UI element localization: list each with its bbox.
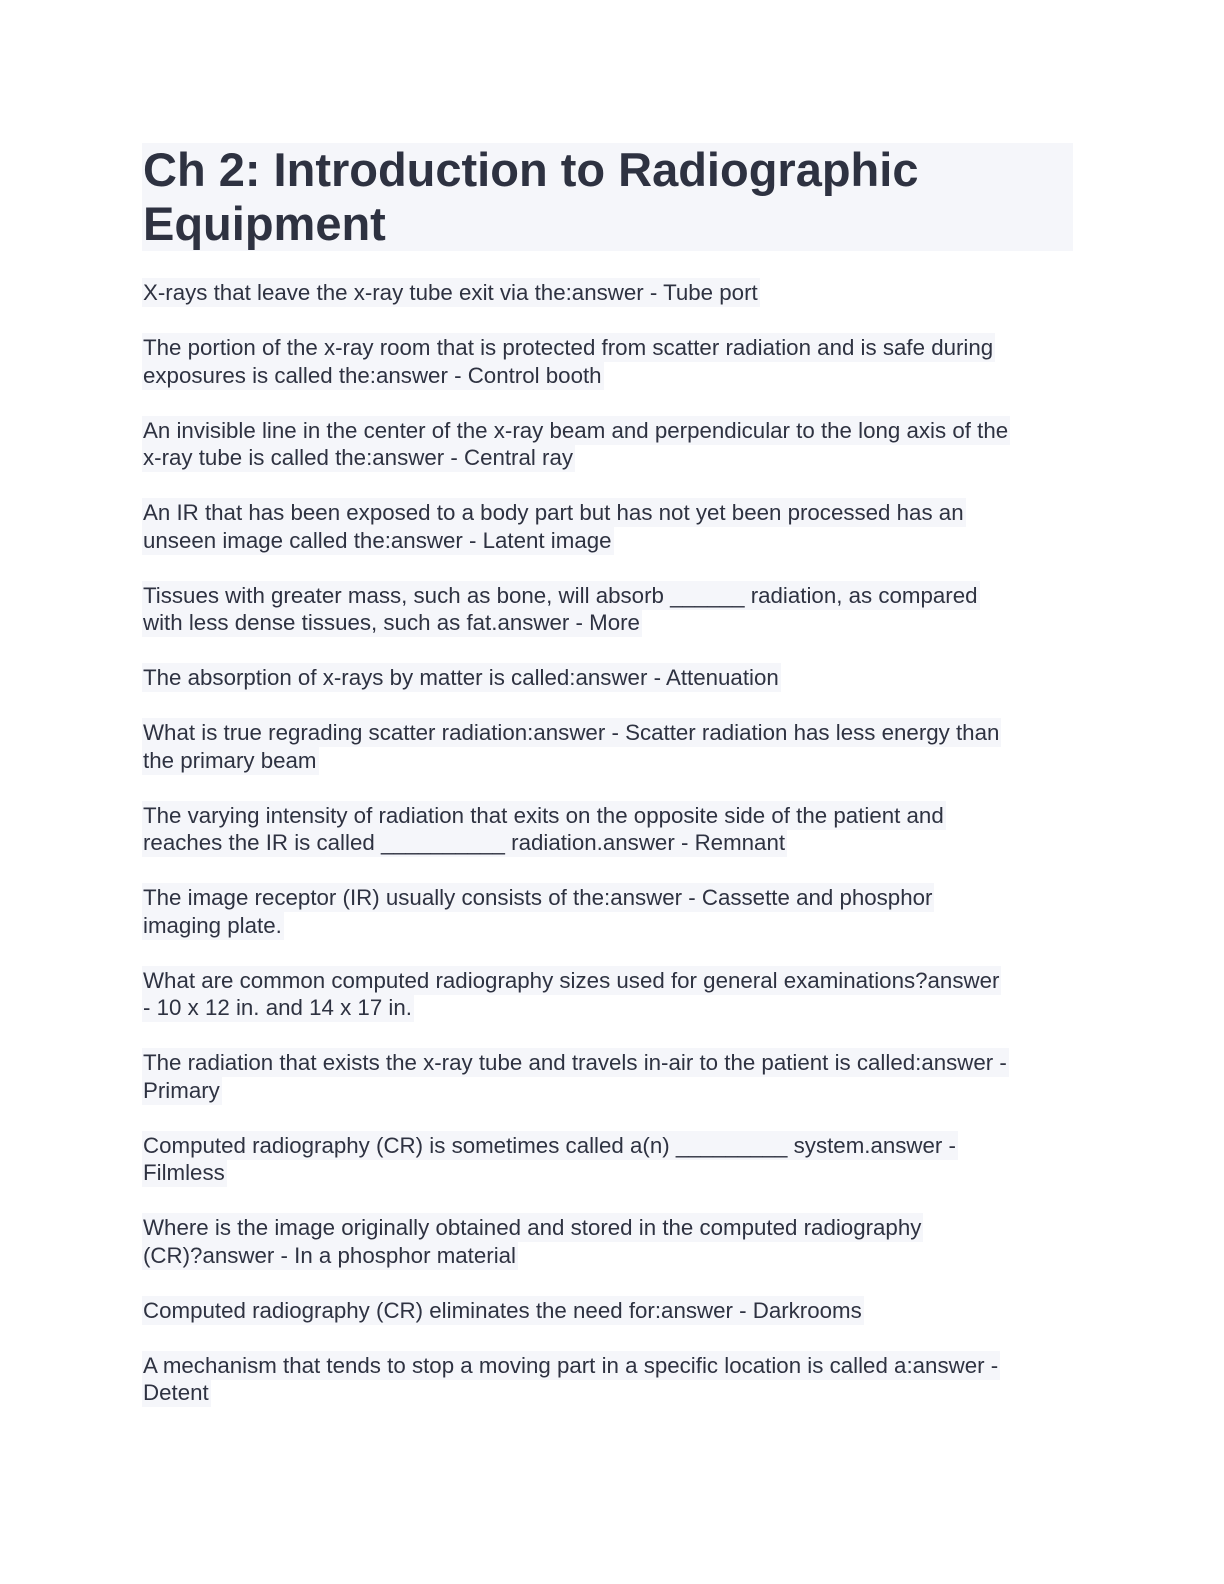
question-answer-item — [142, 1049, 1082, 1104]
item-line — [142, 802, 1082, 830]
page-title-line: Ch 2: Introduction to Radiographic — [143, 143, 919, 196]
item-line — [142, 582, 1082, 610]
item-line-text: The absorption of x-rays by matter is called:answer - Attenuation — [143, 665, 779, 690]
question-answer-item — [142, 1214, 1082, 1269]
item-line-text: (CR)?answer - In a phosphor material — [143, 1242, 517, 1268]
item-line — [142, 967, 1082, 995]
item-line-text: - 10 x 12 in. and 14 x 17 in. — [143, 995, 412, 1020]
item-line-text: What are common computed radiography sizes used for general examinations?answer — [143, 967, 1000, 993]
item-line — [142, 747, 1082, 775]
item-line-text: Tissues with greater mass, such as bone, will absorb ______ radiation, as compared — [143, 582, 978, 608]
question-answer-item — [142, 279, 1082, 307]
flashcard-list — [142, 279, 1082, 1434]
item-line — [142, 1214, 1082, 1242]
item-line — [142, 362, 1082, 390]
item-line-text: X-rays that leave the x-ray tube exit via the:answer - Tube port — [143, 280, 758, 305]
item-line-text: The radiation that exists the x-ray tube and travels in-air to the patient is called:answer - — [143, 1050, 1007, 1075]
item-line — [142, 334, 1082, 362]
question-answer-item — [142, 967, 1082, 1022]
item-line — [142, 1242, 1082, 1270]
item-line — [142, 417, 1082, 445]
item-line-text: Computed radiography (CR) eliminates the need for:answer - Darkrooms — [143, 1297, 862, 1323]
item-line — [142, 527, 1082, 555]
item-line — [142, 499, 1082, 527]
item-line — [142, 1297, 1082, 1325]
item-line — [142, 994, 1082, 1022]
item-line-text: An invisible line in the center of the x-ray beam and perpendicular to the long axis of the — [143, 417, 1009, 443]
item-line-text: An IR that has been exposed to a body part but has not yet been processed has an — [143, 500, 964, 525]
question-answer-item — [142, 719, 1082, 774]
item-line-text: the primary beam — [143, 747, 317, 773]
item-line-text: A mechanism that tends to stop a moving part in a specific location is called a:answer - — [143, 1352, 999, 1378]
page-title-line: Equipment — [143, 197, 386, 250]
item-line-text: The varying intensity of radiation that exits on the opposite side of the patient and — [143, 802, 944, 828]
item-line-text: The image receptor (IR) usually consists of the:answer - Cassette and phosphor — [143, 885, 933, 910]
item-line-text: What is true regrading scatter radiation:answer - Scatter radiation has less energy than — [143, 720, 1000, 745]
item-line — [142, 444, 1082, 472]
item-line — [142, 719, 1082, 747]
item-line — [142, 1159, 1082, 1187]
question-answer-item — [142, 664, 1082, 692]
item-line — [142, 664, 1082, 692]
question-answer-item — [142, 499, 1082, 554]
item-line-text: Where is the image originally obtained and stored in the computed radiography — [143, 1215, 922, 1240]
item-line-text: Computed radiography (CR) is sometimes called a(n) _________ system.answer - — [143, 1132, 956, 1158]
item-line — [142, 609, 1082, 637]
question-answer-item — [142, 1352, 1082, 1407]
item-line — [142, 1352, 1082, 1380]
item-line — [142, 884, 1082, 912]
item-line-text: Primary — [143, 1077, 220, 1103]
item-line — [142, 912, 1082, 940]
item-line — [142, 829, 1082, 857]
question-answer-item — [142, 417, 1082, 472]
item-line — [142, 1379, 1082, 1407]
item-line — [142, 1077, 1082, 1105]
item-line — [142, 1049, 1082, 1077]
question-answer-item — [142, 884, 1082, 939]
item-line-text: Filmless — [143, 1160, 225, 1185]
item-line-text: with less dense tissues, such as fat.answer - More — [143, 610, 640, 635]
question-answer-item — [142, 1297, 1082, 1325]
item-line-text: reaches the IR is called __________ radiation.answer - Remnant — [143, 830, 786, 855]
item-line — [142, 1132, 1082, 1160]
item-line-text: x-ray tube is called the:answer - Central ray — [143, 445, 574, 470]
question-answer-item — [142, 1132, 1082, 1187]
item-line-text: imaging plate. — [143, 912, 282, 938]
item-line-text: The portion of the x-ray room that is protected from scatter radiation and is safe during — [143, 335, 994, 360]
item-line — [142, 279, 1082, 307]
question-answer-item — [142, 334, 1082, 389]
page-title — [142, 143, 1073, 251]
item-line-text: exposures is called the:answer - Control booth — [143, 362, 602, 388]
item-line-text: Detent — [143, 1380, 209, 1405]
question-answer-item — [142, 582, 1082, 637]
item-line-text: unseen image called the:answer - Latent image — [143, 527, 612, 553]
question-answer-item — [142, 802, 1082, 857]
